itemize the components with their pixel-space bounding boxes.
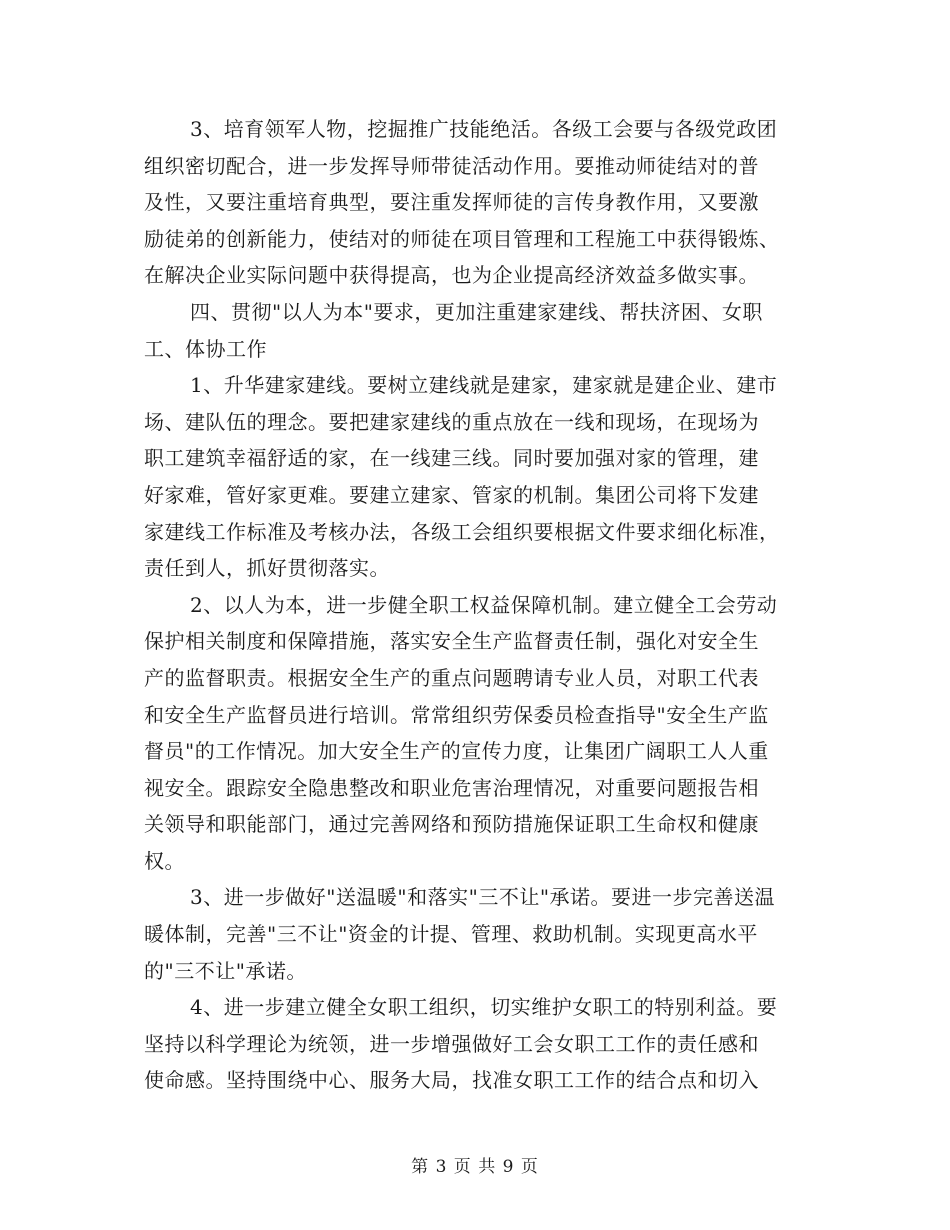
paragraph-line: 场、建队伍的理念。要把建家建线的重点放在一线和现场，在现场为 <box>144 409 759 434</box>
paragraph-line: 4、进一步建立健全女职工组织，切实维护女职工的特别利益。要 <box>190 995 778 1020</box>
paragraph-line: 产的监督职责。根据安全生产的重点问题聘请专业人员，对职工代表 <box>144 665 759 690</box>
paragraph-line: 关领导和职能部门，通过完善网络和预防措施保证职工生命权和健康 <box>144 812 759 837</box>
paragraph-line: 励徒弟的创新能力，使结对的师徒在项目管理和工程施工中获得锻炼、 <box>144 226 780 251</box>
paragraph-line: 的"三不让"承诺。 <box>144 958 307 983</box>
paragraph-line: 3、进一步做好"送温暖"和落实"三不让"承诺。要进一步完善送温 <box>190 885 776 910</box>
paragraph-line: 组织密切配合，进一步发挥导师带徒活动作用。要推动师徒结对的普 <box>144 153 759 178</box>
paragraph-line: 职工建筑幸福舒适的家，在一线建三线。同时要加强对家的管理，建 <box>144 446 759 471</box>
heading-line: 工、体协工作 <box>144 336 267 361</box>
paragraph-cultivate-leaders <box>144 111 808 294</box>
paragraph-line: 坚持以科学理论为统领，进一步增强做好工会女职工工作的责任感和 <box>144 1031 759 1056</box>
heading-line: 四、贯彻"以人为本"要求，更加注重建家建线、帮扶济困、女职 <box>190 299 763 324</box>
paragraph-line: 使命感。坚持围绕中心、服务大局，找准女职工工作的结合点和切入 <box>144 1068 759 1093</box>
paragraph-line: 在解决企业实际问题中获得提高，也为企业提高经济效益多做实事。 <box>144 263 759 288</box>
section-heading-four <box>144 294 808 367</box>
paragraph-build-home <box>144 367 808 587</box>
paragraph-line: 保护相关制度和保障措施，落实安全生产监督责任制，强化对安全生 <box>144 629 759 654</box>
paragraph-send-warmth <box>144 879 808 989</box>
paragraph-line: 3、培育领军人物，挖掘推广技能绝活。各级工会要与各级党政团 <box>190 117 778 141</box>
document-body <box>144 111 808 1099</box>
paragraph-line: 权。 <box>144 848 185 873</box>
paragraph-line: 和安全生产监督员进行培训。常常组织劳保委员检查指导"安全生产监 <box>144 702 769 727</box>
paragraph-line: 暖体制，完善"三不让"资金的计提、管理、救助机制。实现更高水平 <box>144 922 758 947</box>
paragraph-line: 好家难，管好家更难。要建立建家、管家的机制。集团公司将下发建 <box>144 482 759 507</box>
paragraph-line: 1、升华建家建线。要树立建线就是建家，建家就是建企业、建市 <box>190 373 778 398</box>
paragraph-line: 及性，又要注重培育典型，要注重发挥师徒的言传身教作用，又要激 <box>144 190 759 215</box>
paragraph-line: 家建线工作标准及考核办法，各级工会组织要根据文件要求细化标准， <box>144 519 780 544</box>
paragraph-line: 视安全。跟踪安全隐患整改和职业危害治理情况，对重要问题报告相 <box>144 775 759 800</box>
paragraph-line: 责任到人，抓好贯彻落实。 <box>144 556 390 581</box>
paragraph-line: 2、以人为本，进一步健全职工权益保障机制。建立健全工会劳动 <box>190 592 778 617</box>
paragraph-line: 督员"的工作情况。加大安全生产的宣传力度，让集团广阔职工人人重 <box>144 739 769 764</box>
paragraph-rights-protection <box>144 587 808 880</box>
paragraph-female-workers <box>144 989 808 1099</box>
page-number-footer: 第 3 页 共 9 页 <box>411 1157 539 1177</box>
